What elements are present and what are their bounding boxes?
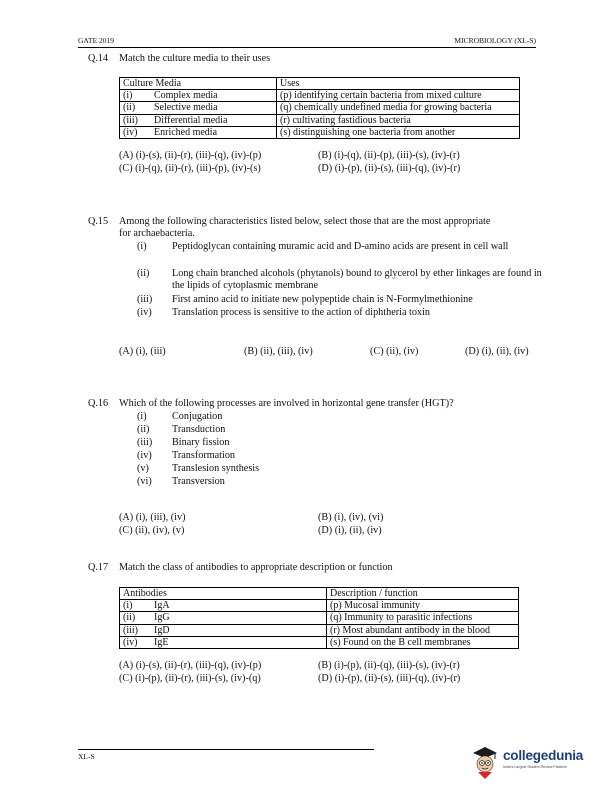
footer-code: XL-S xyxy=(78,752,95,761)
row-num: (iii) xyxy=(120,114,152,126)
q15-text-line2: for archaebacteria. xyxy=(119,228,195,239)
q14-question xyxy=(88,53,538,66)
row-num: (iii) xyxy=(120,624,152,636)
header-rule xyxy=(78,47,536,48)
q15-item xyxy=(137,307,557,320)
q14-options-right xyxy=(318,150,460,175)
q15-number: Q.15 xyxy=(88,216,109,227)
table-row xyxy=(120,624,519,636)
q16-number: Q.16 xyxy=(88,398,109,409)
q14-match-table xyxy=(119,77,520,139)
row-use: (p) identifying certain bacteria from mixed culture xyxy=(277,90,520,102)
row-item: Differential media xyxy=(151,114,277,126)
q17-number: Q.17 xyxy=(88,562,109,573)
q16-item xyxy=(137,411,437,424)
logo-name: collegedunia xyxy=(503,748,584,763)
q15-item xyxy=(137,268,557,294)
item-text: Conjugation xyxy=(172,411,223,422)
table-row xyxy=(120,636,519,648)
row-item: Complex media xyxy=(151,90,277,102)
row-num: (ii) xyxy=(120,612,152,624)
collegedunia-logo[interactable] xyxy=(470,744,600,784)
q16-text: Which of the following processes are involved in horizontal gene transfer (HGT)? xyxy=(119,398,454,409)
item-text: Transversion xyxy=(172,476,225,487)
row-num: (iv) xyxy=(120,636,152,648)
option-c[interactable]: (C) (i)-(q), (ii)-(r), (iii)-(p), (iv)-(s) xyxy=(119,162,261,174)
option-a[interactable]: (A) (i), (iii), (iv) xyxy=(119,512,186,523)
q15-option-a[interactable]: (A) (i), (iii) xyxy=(119,346,166,357)
item-text: Binary fission xyxy=(172,437,230,448)
item-num: (iii) xyxy=(137,294,153,305)
option-a[interactable]: (A) (i)-(s), (ii)-(r), (iii)-(q), (iv)-(p) xyxy=(119,660,262,671)
q16-question xyxy=(88,398,538,411)
table-row xyxy=(120,90,520,102)
q15-option-b[interactable]: (B) (ii), (iii), (iv) xyxy=(244,346,313,357)
item-text: Translation process is sensitive to the action of diphtheria toxin xyxy=(172,307,430,318)
row-use: (s) distinguishing one bacteria from another xyxy=(277,126,520,138)
row-item: IgA xyxy=(151,600,327,612)
table-row xyxy=(120,126,520,138)
row-use: (p) Mucosal immunity xyxy=(327,600,519,612)
q14-text: Match the culture media to their uses xyxy=(119,53,271,64)
option-c[interactable]: (C) (i)-(p), (ii)-(r), (iii)-(s), (iv)-(q) xyxy=(119,672,261,684)
table-header-row xyxy=(120,78,520,90)
q14-head-left: Culture Media xyxy=(120,78,277,90)
q15-text-line1: Among the following characteristics listed below, select those that are the most appropriate xyxy=(119,216,491,227)
row-use: (r) cultivating fastidious bacteria xyxy=(277,114,520,126)
q15-item xyxy=(137,294,557,307)
option-d[interactable]: (D) (i)-(p), (ii)-(s), (iii)-(q), (iv)-(r) xyxy=(318,162,461,174)
option-b[interactable]: (B) (i)-(q), (ii)-(p), (iii)-(s), (iv)-(r) xyxy=(318,150,460,161)
row-use: (r) Most abundant antibody in the blood xyxy=(327,624,519,636)
item-text: Transformation xyxy=(172,450,236,461)
q17-options-right xyxy=(318,660,460,685)
item-num: (ii) xyxy=(137,268,150,279)
table-header-row xyxy=(120,588,519,600)
row-item: IgG xyxy=(151,612,327,624)
q16-item xyxy=(137,424,437,437)
q14-number: Q.14 xyxy=(88,53,109,64)
item-num: (iii) xyxy=(137,437,153,448)
q15-question xyxy=(88,216,538,229)
q15-item xyxy=(137,241,557,267)
item-num: (ii) xyxy=(137,424,150,435)
item-text: Peptidoglycan containing muramic acid and D-amino acids are present in cell wall xyxy=(172,241,509,252)
paper-name: MICROBIOLOGY (XL-S) xyxy=(454,36,536,45)
q17-text: Match the class of antibodies to appropriate description or function xyxy=(119,562,393,573)
item-text: Long chain branched alcohols (phytanols) bound to glycerol by ether linkages are found in the lipids of cytoplasmic membrane xyxy=(172,268,542,292)
row-use: (q) chemically undefined media for growing bacteria xyxy=(277,102,520,114)
q15-option-c[interactable]: (C) (ii), (iv) xyxy=(370,346,419,357)
row-item: IgE xyxy=(151,636,327,648)
q16-item xyxy=(137,437,437,450)
exam-name: GATE 2019 xyxy=(78,36,115,45)
q15-question-cont xyxy=(119,228,569,241)
q16-options-right xyxy=(318,512,383,537)
q17-options-left xyxy=(119,660,261,685)
option-c[interactable]: (C) (ii), (iv), (v) xyxy=(119,524,185,536)
table-row xyxy=(120,114,520,126)
option-b[interactable]: (B) (i)-(p), (ii)-(q), (iii)-(s), (iv)-(r) xyxy=(318,660,460,671)
q16-item xyxy=(137,463,437,476)
table-row xyxy=(120,612,519,624)
table-row xyxy=(120,102,520,114)
q17-match-table xyxy=(119,587,519,649)
row-num: (i) xyxy=(120,600,152,612)
item-num: (iv) xyxy=(137,307,152,318)
q16-item xyxy=(137,450,437,463)
row-item: Enriched media xyxy=(151,126,277,138)
q16-options-left xyxy=(119,512,185,537)
item-text: Translesion synthesis xyxy=(172,463,260,474)
option-a[interactable]: (A) (i)-(s), (ii)-(r), (iii)-(q), (iv)-(p) xyxy=(119,150,262,161)
item-num: (i) xyxy=(137,411,147,422)
item-num: (iv) xyxy=(137,450,152,461)
q16-item xyxy=(137,476,437,489)
q17-head-left: Antibodies xyxy=(120,588,327,600)
q17-head-right: Description / function xyxy=(327,588,519,600)
footer-rule xyxy=(78,749,374,750)
item-text: Transduction xyxy=(172,424,226,435)
row-num: (ii) xyxy=(120,102,152,114)
row-num: (iv) xyxy=(120,126,152,138)
row-item: Selective media xyxy=(151,102,277,114)
page-header xyxy=(78,36,536,47)
item-num: (vi) xyxy=(137,476,152,487)
option-d[interactable]: (D) (i), (ii), (iv) xyxy=(318,524,382,536)
option-d[interactable]: (D) (i)-(p), (ii)-(s), (iii)-(q), (iv)-(r) xyxy=(318,672,461,684)
q14-head-right: Uses xyxy=(277,78,520,90)
item-text: First amino acid to initiate new polypeptide chain is N-Formylmethionine xyxy=(172,294,473,305)
graduate-mascot-icon xyxy=(470,744,500,780)
row-item: IgD xyxy=(151,624,327,636)
q17-question xyxy=(88,562,538,575)
item-num: (v) xyxy=(137,463,149,474)
q15-option-d[interactable]: (D) (i), (ii), (iv) xyxy=(465,346,529,357)
q14-options-left xyxy=(119,150,261,175)
row-num: (i) xyxy=(120,90,152,102)
table-row xyxy=(120,600,519,612)
row-use: (q) Immunity to parasitic infections xyxy=(327,612,519,624)
item-num: (i) xyxy=(137,241,147,252)
option-b[interactable]: (B) (i), (iv), (vi) xyxy=(318,512,384,523)
logo-tagline: India's Largest Student Review Platform xyxy=(503,765,567,769)
row-use: (s) Found on the B cell membranes xyxy=(327,636,519,648)
